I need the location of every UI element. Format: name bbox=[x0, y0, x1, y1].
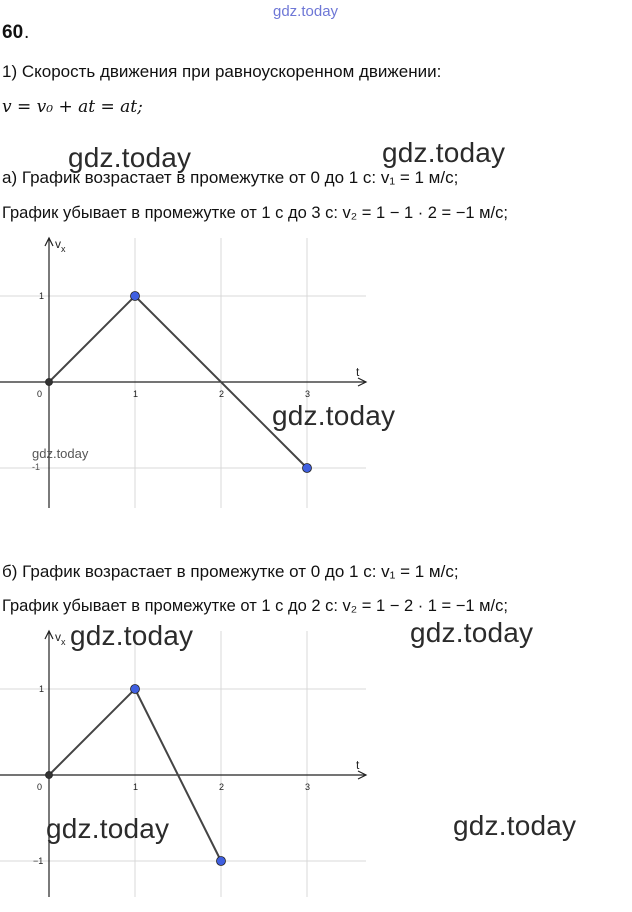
watermark-7: gdz.today bbox=[46, 813, 170, 844]
data-point bbox=[131, 292, 140, 301]
x-tick-label: 0 bbox=[37, 389, 43, 399]
chart-a bbox=[0, 232, 400, 522]
x-axis-label: t bbox=[356, 758, 360, 772]
watermark-4-small-sub: -1 bbox=[32, 462, 41, 472]
x-tick-label: 3 bbox=[305, 389, 311, 399]
y-axis-label: $v_x$ bbox=[55, 630, 66, 647]
data-point bbox=[217, 857, 226, 866]
chart-b bbox=[0, 625, 400, 905]
part-b-line-2: График убывает в промежутке от 1 с до 2 с: v₂ = 1 − 2 · 1 = −1 м/с; bbox=[2, 597, 508, 615]
task-number: 60 bbox=[2, 22, 24, 43]
part-a-line-2: График убывает в промежутке от 1 с до 3 с: v₂ = 1 − 1 · 2 = −1 м/с; bbox=[2, 204, 508, 222]
watermark-5: gdz.today bbox=[70, 620, 194, 651]
x-tick-label: 1 bbox=[133, 389, 139, 399]
intro-line: 1) Скорость движения при равноускоренном движении: bbox=[2, 62, 442, 81]
grid bbox=[0, 631, 366, 897]
watermark-3: gdz.today bbox=[272, 400, 396, 431]
watermark-2: gdz.today bbox=[382, 137, 506, 168]
y-axis-label-subscript: x bbox=[61, 637, 66, 647]
task-number-dot: . bbox=[24, 22, 30, 43]
y-tick-label: 1 bbox=[39, 684, 45, 694]
watermark-top: gdz.today bbox=[273, 3, 339, 20]
x-tick-label: 3 bbox=[305, 782, 311, 792]
formula: v = v₀ + at = at; bbox=[2, 97, 143, 117]
data-point bbox=[303, 464, 312, 473]
x-tick-label: 2 bbox=[219, 782, 225, 792]
watermark-6: gdz.today bbox=[410, 617, 534, 648]
watermark-1: gdz.today bbox=[68, 142, 192, 173]
x-tick-label: 0 bbox=[37, 782, 43, 792]
x-tick-label: 2 bbox=[219, 389, 225, 399]
y-tick-label: −1 bbox=[33, 856, 44, 866]
data-point bbox=[131, 685, 140, 694]
y-axis-label-subscript: x bbox=[61, 244, 66, 254]
part-a-line-1: а) График возрастает в промежутке от 0 до 1 с: v₁ = 1 м/с; bbox=[2, 168, 459, 187]
watermark-4-small: gdz.today bbox=[32, 446, 89, 461]
origin-point bbox=[46, 772, 53, 779]
origin-point bbox=[46, 379, 53, 386]
y-axis-label: $v_x$ bbox=[55, 237, 66, 254]
x-tick-label: 1 bbox=[133, 782, 139, 792]
part-b-line-1: б) График возрастает в промежутке от 0 до 1 с: v₁ = 1 м/с; bbox=[2, 562, 459, 581]
x-axis-label: t bbox=[356, 365, 360, 379]
watermark-8: gdz.today bbox=[453, 810, 577, 841]
y-tick-label: 1 bbox=[39, 291, 45, 301]
